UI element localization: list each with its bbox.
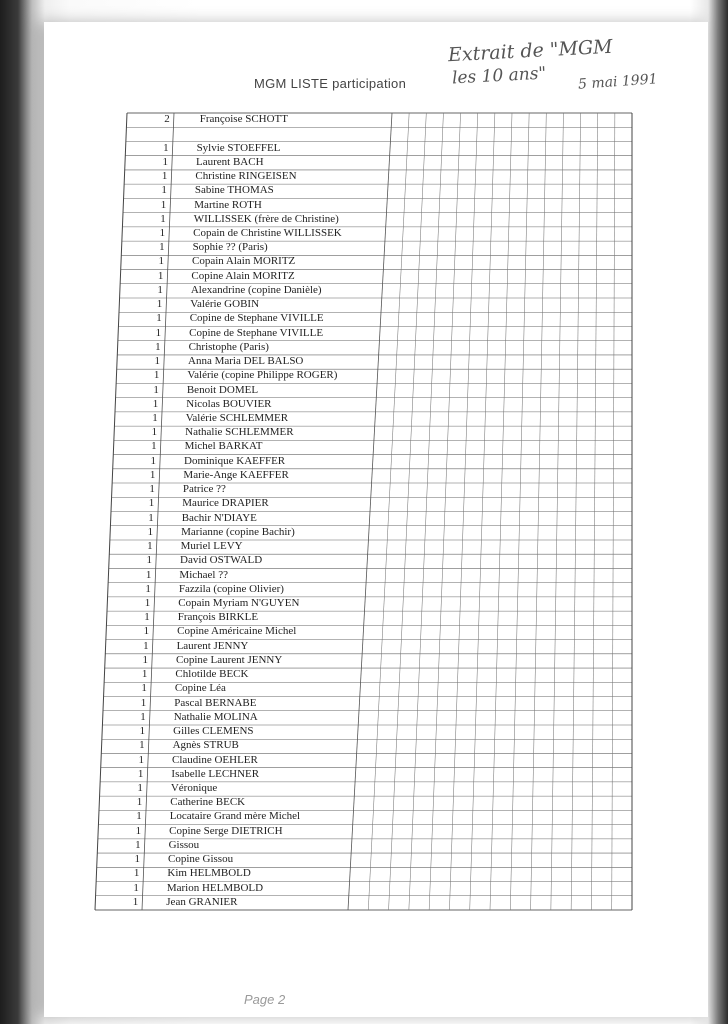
row-count: 1 <box>160 198 167 211</box>
row-count: 1 <box>154 355 160 368</box>
row-count: 1 <box>163 141 169 154</box>
row-name: Marianne (copine Bachir) <box>181 525 295 538</box>
row-count: 1 <box>153 369 160 382</box>
handwritten-note-date: 5 mai 1991 <box>577 71 659 93</box>
row-count: 1 <box>145 568 152 581</box>
row-name: Copine de Stephane VIVILLE <box>189 312 324 325</box>
row-count: 1 <box>142 653 148 666</box>
row-name: Copine Serge DIETRICH <box>169 824 283 837</box>
row-count: 1 <box>152 411 158 424</box>
row-count: 1 <box>146 554 152 567</box>
row-name: Pascal BERNABE <box>174 696 257 709</box>
row-name: Christine RINGEISEN <box>195 170 297 183</box>
row-count: 1 <box>135 838 141 851</box>
row-name: Martine ROTH <box>194 198 262 211</box>
row-name: Copine Léa <box>174 682 226 695</box>
row-name: Nathalie MOLINA <box>173 710 258 723</box>
row-name: Copine Alain MORITZ <box>191 269 295 282</box>
row-name: Jean GRANIER <box>166 895 238 908</box>
row-name: Valérie (copine Philippe ROGER) <box>187 369 338 382</box>
row-name: Dominique KAEFFER <box>184 454 286 467</box>
handwritten-note-line2: les 10 ans" <box>451 63 547 89</box>
row-name: Maurice DRAPIER <box>182 497 269 510</box>
row-name: Gilles CLEMENS <box>173 725 254 738</box>
row-count: 1 <box>151 440 157 453</box>
row-name: Muriel LEVY <box>180 540 243 553</box>
row-count: 1 <box>140 710 146 723</box>
row-count: 1 <box>157 283 163 296</box>
row-name: Patrice ?? <box>182 483 226 496</box>
row-count: 1 <box>133 881 139 894</box>
row-count: 1 <box>143 639 149 652</box>
row-count: 1 <box>136 796 143 809</box>
row-count: 1 <box>139 725 146 738</box>
row-count: 1 <box>157 269 164 282</box>
row-count: 1 <box>147 525 154 538</box>
row-count: 1 <box>145 582 151 595</box>
row-name: Anna Maria DEL BALSO <box>188 355 304 368</box>
row-count: 1 <box>138 753 144 766</box>
row-count: 1 <box>135 824 142 837</box>
row-name: Laurent BACH <box>196 155 264 168</box>
row-count: 1 <box>152 397 159 410</box>
row-count: 1 <box>144 611 150 624</box>
row-name: Marie-Ange KAEFFER <box>183 468 289 481</box>
row-count: 1 <box>153 383 159 396</box>
row-name: Sabine THOMAS <box>194 184 274 197</box>
row-name: Catherine BECK <box>170 796 246 809</box>
row-name: Françoise SCHOTT <box>199 113 288 126</box>
row-count: 1 <box>161 184 167 197</box>
row-name: Copine de Stephane VIVILLE <box>189 326 324 339</box>
row-name: Copine Américaine Michel <box>177 625 297 638</box>
row-count: 1 <box>158 255 164 268</box>
row-name: Laurent JENNY <box>176 639 249 652</box>
row-name: Sophie ?? (Paris) <box>192 241 268 254</box>
row-count: 1 <box>147 540 153 553</box>
row-name: Nicolas BOUVIER <box>186 397 272 410</box>
page-footer: Page 2 <box>244 992 286 1007</box>
row-count: 1 <box>150 454 156 467</box>
row-name: Chlotilde BECK <box>175 668 249 681</box>
handwritten-note-line1: Extrait de "MGM <box>447 35 614 67</box>
row-count: 1 <box>161 170 168 183</box>
row-name: David OSTWALD <box>180 554 263 567</box>
row-name: Kim HELMBOLD <box>167 867 251 880</box>
row-count: 1 <box>156 298 163 311</box>
row-name: Bachir N'DIAYE <box>181 511 257 524</box>
row-name: Copain de Christine WILLISSEK <box>193 226 342 239</box>
row-count: 1 <box>155 326 162 339</box>
row-name: Michel BARKAT <box>184 440 263 453</box>
row-name: Fazzila (copine Olivier) <box>178 582 284 595</box>
row-name: Claudine OEHLER <box>172 753 258 766</box>
row-count: 1 <box>137 767 144 780</box>
row-name: Valérie GOBIN <box>190 298 260 311</box>
row-name: Valérie SCHLEMMER <box>185 411 289 424</box>
row-name: WILLISSEK (frère de Christine) <box>193 212 339 225</box>
row-count: 1 <box>143 625 150 638</box>
row-count: 1 <box>156 312 162 325</box>
row-count: 1 <box>149 468 156 481</box>
row-count: 1 <box>144 597 151 609</box>
row-count: 1 <box>151 426 158 439</box>
row-count: 1 <box>141 682 147 695</box>
row-count: 1 <box>137 782 143 795</box>
row-count: 2 <box>164 113 170 126</box>
row-name: Copine Gissou <box>168 853 234 866</box>
row-count: 1 <box>133 867 140 880</box>
row-name: Benoit DOMEL <box>186 383 259 396</box>
row-name: Isabelle LECHNER <box>171 767 260 780</box>
row-count: 1 <box>139 739 145 752</box>
row-count: 1 <box>159 241 165 254</box>
row-name: Alexandrine (copine Danièle) <box>190 283 322 296</box>
row-count: 1 <box>136 810 142 823</box>
row-count: 1 <box>148 497 155 510</box>
row-count: 1 <box>162 155 168 168</box>
row-name: Nathalie SCHLEMMER <box>185 426 294 439</box>
row-count: 1 <box>132 895 139 908</box>
row-name: Copain Myriam N'GUYEN <box>178 597 300 609</box>
row-count: 1 <box>148 511 154 524</box>
row-name: Sylvie STOEFFEL <box>196 141 281 154</box>
row-count: 1 <box>155 340 161 353</box>
row-count: 1 <box>141 668 148 681</box>
row-count: 1 <box>159 226 166 239</box>
row-count: 1 <box>160 212 166 225</box>
row-count: 1 <box>134 853 140 866</box>
row-name: François BIRKLE <box>177 611 259 624</box>
row-name: Marion HELMBOLD <box>166 881 264 894</box>
row-name: Gissou <box>168 838 200 851</box>
row-name: Michael ?? <box>179 568 228 581</box>
row-count: 1 <box>140 696 147 709</box>
row-name: Christophe (Paris) <box>188 340 269 353</box>
row-count: 1 <box>149 483 155 496</box>
row-name: Véronique <box>170 782 218 795</box>
page-title: MGM LISTE participation <box>254 76 407 91</box>
row-name: Copain Alain MORITZ <box>192 255 296 268</box>
row-name: Copine Laurent JENNY <box>176 653 283 666</box>
row-name: Locataire Grand mère Michel <box>169 810 301 823</box>
row-name: Agnès STRUB <box>172 739 239 752</box>
